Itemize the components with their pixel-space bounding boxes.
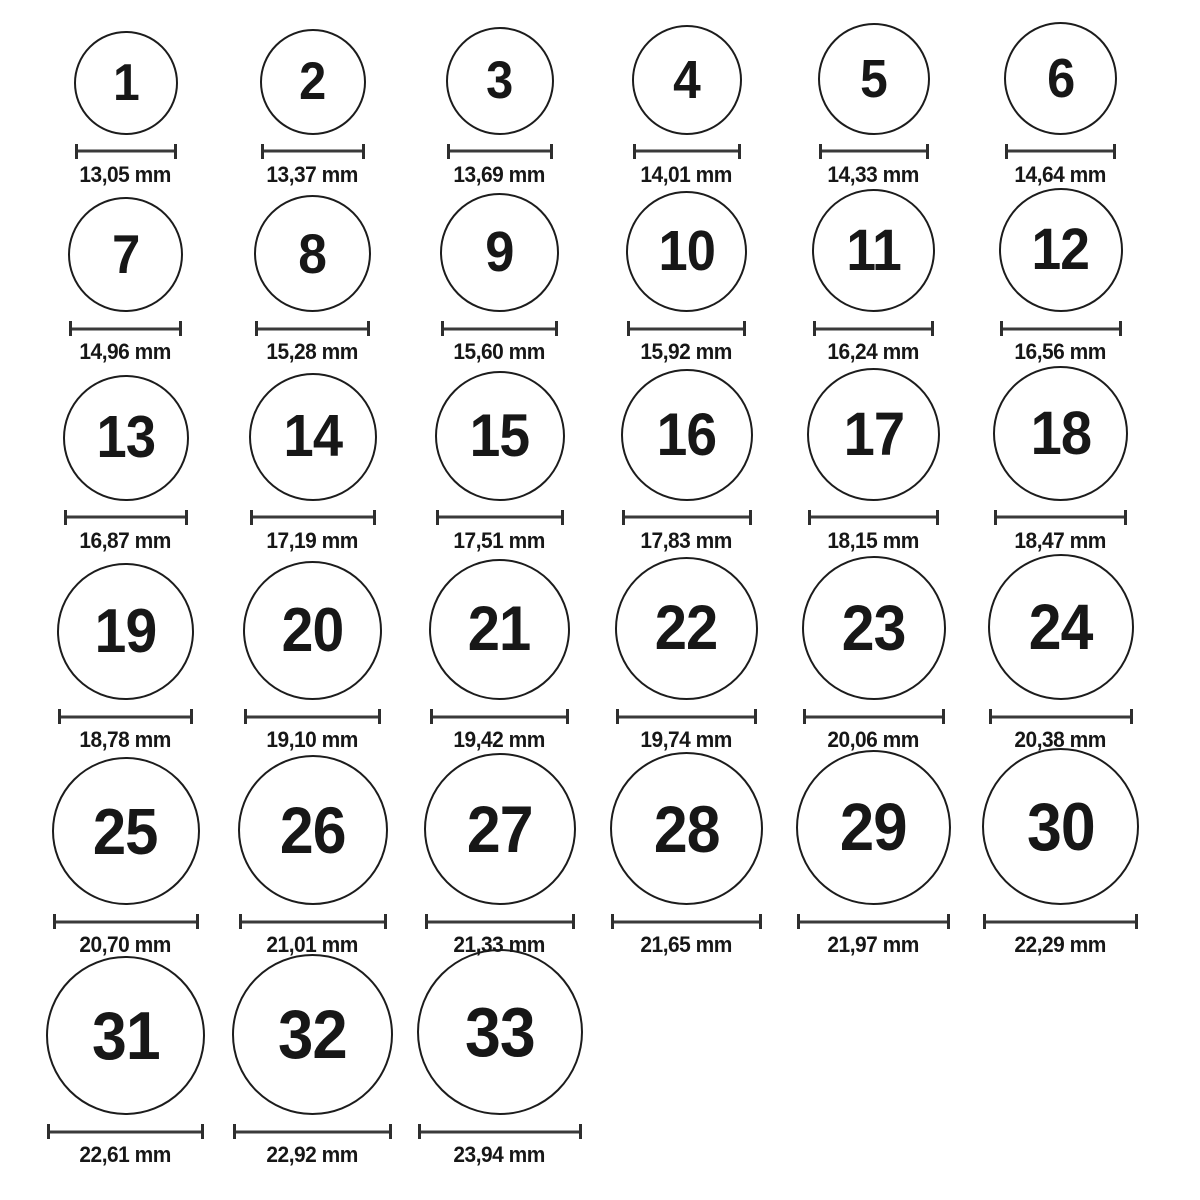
diameter-label: 15,92 mm	[640, 339, 733, 364]
diameter-label: 21,65 mm	[640, 932, 733, 957]
ring-circle	[818, 23, 930, 135]
diameter-label: 17,51 mm	[453, 527, 546, 553]
diameter-measure-line	[233, 1124, 392, 1139]
ring-size-number: 5	[860, 48, 887, 109]
diameter-label: 22,29 mm	[1014, 932, 1107, 957]
diameter-measure-line	[611, 914, 762, 929]
ring-circle	[440, 193, 559, 312]
diameter-measure-line	[430, 709, 569, 724]
ring-size-item	[406, 554, 593, 753]
ring-circle	[232, 954, 393, 1115]
diameter-label: 14,96 mm	[79, 339, 172, 364]
diameter-label: 20,70 mm	[79, 932, 172, 957]
ring-size-item	[406, 949, 593, 1168]
diameter-measure-line	[69, 321, 182, 336]
ring-circle	[982, 748, 1139, 905]
diameter-measure-line	[803, 709, 945, 724]
ring-size-item	[593, 6, 780, 188]
ring-size-item	[219, 748, 406, 958]
chart-row	[32, 6, 1200, 188]
diameter-label: 17,83 mm	[640, 527, 733, 553]
diameter-measure-line	[813, 321, 934, 336]
ring-circle	[260, 29, 366, 135]
ring-size-item	[406, 364, 593, 554]
ring-circle	[621, 369, 753, 501]
diameter-label: 14,64 mm	[1014, 161, 1107, 187]
ring-circle	[626, 191, 747, 312]
diameter-measure-line	[983, 914, 1138, 929]
ring-size-number: 21	[468, 594, 531, 664]
ring-size-item	[593, 364, 780, 554]
ring-size-number: 7	[111, 223, 140, 285]
ring-size-number: 24	[1028, 591, 1093, 663]
ring-size-number: 3	[486, 51, 513, 111]
ring-size-number: 27	[466, 792, 533, 866]
ring-size-number: 18	[1030, 398, 1091, 467]
diameter-measure-line	[425, 914, 575, 929]
ring-size-number: 26	[279, 793, 346, 867]
chart-row	[32, 364, 1200, 554]
ring-size-number: 30	[1026, 788, 1095, 865]
ring-size-number: 19	[94, 596, 157, 666]
ring-circle	[812, 189, 935, 312]
ring-size-item	[32, 6, 219, 188]
chart-row	[32, 949, 1200, 1167]
ring-size-item	[967, 748, 1154, 958]
chart-row	[32, 748, 1200, 957]
diameter-measure-line	[64, 510, 188, 525]
ring-size-item	[967, 554, 1154, 753]
diameter-label: 21,01 mm	[266, 932, 359, 957]
ring-size-number: 8	[298, 221, 327, 285]
diameter-measure-line	[75, 144, 177, 159]
ring-size-item	[406, 6, 593, 188]
diameter-label: 20,06 mm	[827, 727, 920, 752]
ring-size-number: 2	[299, 52, 326, 112]
ring-size-item	[780, 6, 967, 188]
diameter-measure-line	[58, 709, 193, 724]
ring-size-number: 28	[653, 791, 720, 866]
ring-size-number: 11	[846, 217, 901, 283]
ring-size-item	[406, 748, 593, 958]
diameter-label: 18,78 mm	[79, 727, 172, 752]
ring-size-item	[593, 554, 780, 753]
ring-size-item	[780, 554, 967, 753]
diameter-measure-line	[47, 1124, 204, 1139]
ring-size-number: 25	[93, 794, 158, 868]
diameter-label: 13,37 mm	[266, 161, 359, 187]
diameter-measure-line	[1000, 321, 1122, 336]
diameter-label: 22,92 mm	[266, 1142, 359, 1167]
diameter-label: 14,01 mm	[640, 161, 733, 187]
diameter-label: 18,47 mm	[1014, 527, 1107, 553]
ring-size-number: 29	[840, 790, 907, 865]
diameter-measure-line	[808, 510, 939, 525]
ring-size-number: 12	[1031, 217, 1090, 282]
diameter-label: 13,69 mm	[453, 161, 546, 187]
diameter-measure-line	[989, 709, 1133, 724]
ring-size-number: 1	[112, 53, 139, 112]
ring-circle	[446, 27, 554, 135]
diameter-measure-line	[616, 709, 757, 724]
ring-size-number: 9	[485, 220, 514, 284]
ring-size-item	[32, 554, 219, 753]
diameter-label: 16,87 mm	[79, 527, 172, 553]
diameter-label: 14,33 mm	[827, 161, 920, 187]
ring-circle	[807, 368, 940, 501]
ring-circle	[243, 561, 382, 700]
ring-size-number: 20	[281, 595, 344, 665]
ring-size-number: 33	[464, 993, 535, 1071]
ring-circle	[417, 949, 583, 1115]
ring-size-number: 15	[469, 401, 530, 469]
diameter-measure-line	[255, 321, 370, 336]
ring-size-item	[32, 949, 219, 1168]
ring-size-number: 16	[656, 400, 717, 468]
ring-size-number: 22	[655, 593, 718, 663]
ring-circle	[46, 956, 205, 1115]
ring-size-item	[219, 554, 406, 753]
ring-circle	[796, 750, 951, 905]
diameter-label: 19,10 mm	[266, 727, 359, 752]
diameter-label: 16,56 mm	[1014, 339, 1107, 364]
ring-circle	[249, 373, 377, 501]
diameter-label: 21,33 mm	[453, 932, 546, 957]
diameter-measure-line	[436, 510, 564, 525]
ring-size-item	[593, 748, 780, 958]
diameter-measure-line	[994, 510, 1127, 525]
ring-size-item	[219, 949, 406, 1168]
ring-size-item	[780, 364, 967, 554]
ring-circle	[68, 197, 183, 312]
diameter-label: 22,61 mm	[79, 1142, 172, 1167]
ring-size-number: 31	[91, 997, 160, 1074]
diameter-label: 15,60 mm	[453, 339, 546, 364]
diameter-measure-line	[261, 144, 365, 159]
ring-size-number: 6	[1046, 46, 1075, 109]
ring-circle	[610, 752, 763, 905]
diameter-measure-line	[250, 510, 376, 525]
diameter-measure-line	[447, 144, 553, 159]
ring-size-item	[219, 364, 406, 554]
ring-size-item	[406, 188, 593, 365]
diameter-measure-line	[1005, 144, 1116, 159]
ring-size-number: 4	[673, 49, 700, 110]
ring-circle	[424, 753, 576, 905]
ring-size-item	[780, 748, 967, 958]
ring-size-item	[32, 188, 219, 365]
ring-circle	[435, 371, 565, 501]
ring-size-number: 14	[283, 403, 342, 470]
ring-size-item	[219, 188, 406, 365]
diameter-measure-line	[244, 709, 381, 724]
chart-row	[32, 188, 1200, 364]
ring-size-number: 17	[843, 399, 904, 468]
diameter-measure-line	[418, 1124, 582, 1139]
diameter-label: 13,05 mm	[79, 161, 172, 187]
ring-circle	[52, 757, 200, 905]
ring-circle	[615, 557, 758, 700]
diameter-label: 19,42 mm	[453, 727, 546, 752]
ring-circle	[993, 366, 1128, 501]
diameter-measure-line	[239, 914, 387, 929]
diameter-label: 18,15 mm	[827, 527, 920, 553]
diameter-measure-line	[441, 321, 558, 336]
ring-circle	[429, 559, 570, 700]
diameter-measure-line	[622, 510, 752, 525]
ring-circle	[254, 195, 371, 312]
diameter-label: 20,38 mm	[1014, 727, 1107, 752]
ring-circle	[63, 375, 189, 501]
ring-size-number: 13	[96, 404, 155, 471]
diameter-measure-line	[53, 914, 199, 929]
ring-circle	[632, 25, 742, 135]
diameter-measure-line	[797, 914, 950, 929]
ring-circle	[74, 31, 178, 135]
ring-size-item	[967, 6, 1154, 188]
ring-size-item	[780, 188, 967, 365]
ring-size-number: 10	[658, 219, 715, 283]
diameter-label: 17,19 mm	[266, 527, 359, 553]
diameter-measure-line	[627, 321, 746, 336]
ring-size-number: 32	[278, 996, 347, 1073]
chart-row	[32, 554, 1200, 752]
ring-size-item	[967, 364, 1154, 554]
ring-circle	[57, 563, 194, 700]
diameter-label: 19,74 mm	[640, 727, 733, 752]
ring-size-item	[967, 188, 1154, 365]
diameter-label: 23,94 mm	[453, 1142, 546, 1167]
diameter-label: 21,97 mm	[827, 932, 920, 957]
diameter-label: 15,28 mm	[266, 339, 359, 364]
ring-circle	[238, 755, 388, 905]
diameter-label: 16,24 mm	[827, 339, 920, 364]
ring-circle	[802, 556, 946, 700]
ring-size-item	[219, 6, 406, 188]
ring-circle	[988, 554, 1134, 700]
ring-size-item	[32, 364, 219, 554]
diameter-measure-line	[633, 144, 741, 159]
ring-size-item	[593, 188, 780, 365]
ring-size-item	[32, 748, 219, 958]
ring-circle	[999, 188, 1123, 312]
ring-circle	[1004, 22, 1117, 135]
ring-size-number: 23	[841, 592, 906, 664]
diameter-measure-line	[819, 144, 929, 159]
